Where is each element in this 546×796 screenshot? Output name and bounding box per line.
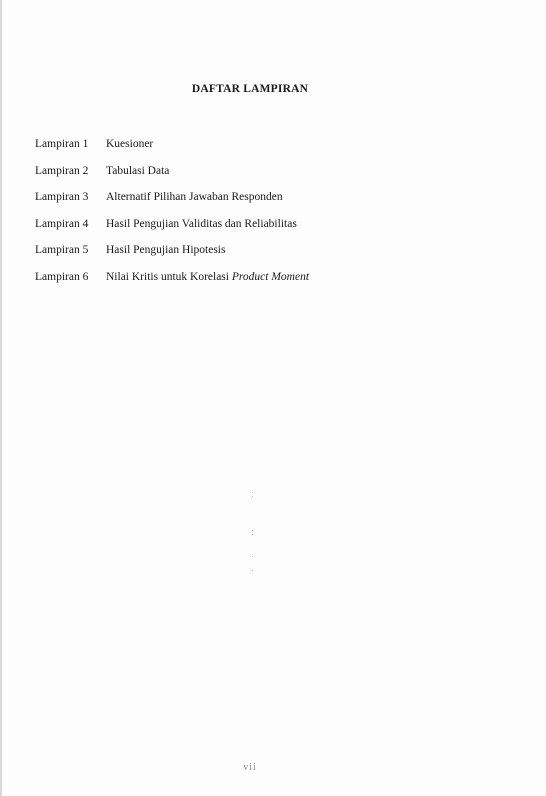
scan-specks [252, 490, 256, 580]
appendix-list [35, 136, 495, 296]
appendix-label: Lampiran 4 [35, 217, 89, 230]
appendix-row-3 [35, 189, 495, 216]
appendix-label: Lampiran 5 [35, 244, 89, 257]
appendix-description: Hasil Pengujian Validitas dan Reliabilitas [106, 217, 297, 230]
page-edge [0, 0, 2, 796]
appendix-row-4 [35, 216, 495, 243]
speck [252, 570, 253, 571]
appendix-label: Lampiran 6 [35, 270, 89, 283]
page-title: DAFTAR LAMPIRAN [191, 83, 309, 95]
appendix-label: Lampiran 2 [35, 164, 89, 177]
speck [252, 492, 253, 493]
speck [252, 530, 253, 531]
appendix-row-5 [35, 242, 495, 269]
appendix-row-1 [35, 136, 495, 163]
appendix-description: Tabulasi Data [106, 164, 170, 177]
appendix-description: Hasil Pengujian Hipotesis [106, 244, 226, 257]
page-number: vii [243, 762, 257, 773]
emphasized-term: Product Moment [231, 270, 310, 283]
appendix-description: Alternatif Pilihan Jawaban Responden [106, 191, 283, 204]
appendix-description: Nilai Kritis untuk Korelasi Product Moment [106, 270, 310, 283]
appendix-row-6 [35, 269, 495, 296]
speck [252, 496, 253, 497]
speck [252, 534, 253, 535]
appendix-label: Lampiran 1 [35, 138, 89, 150]
speck [252, 556, 253, 557]
appendix-row-2 [35, 163, 495, 190]
appendix-description: Kuesioner [106, 138, 154, 150]
appendix-label: Lampiran 3 [35, 191, 89, 204]
